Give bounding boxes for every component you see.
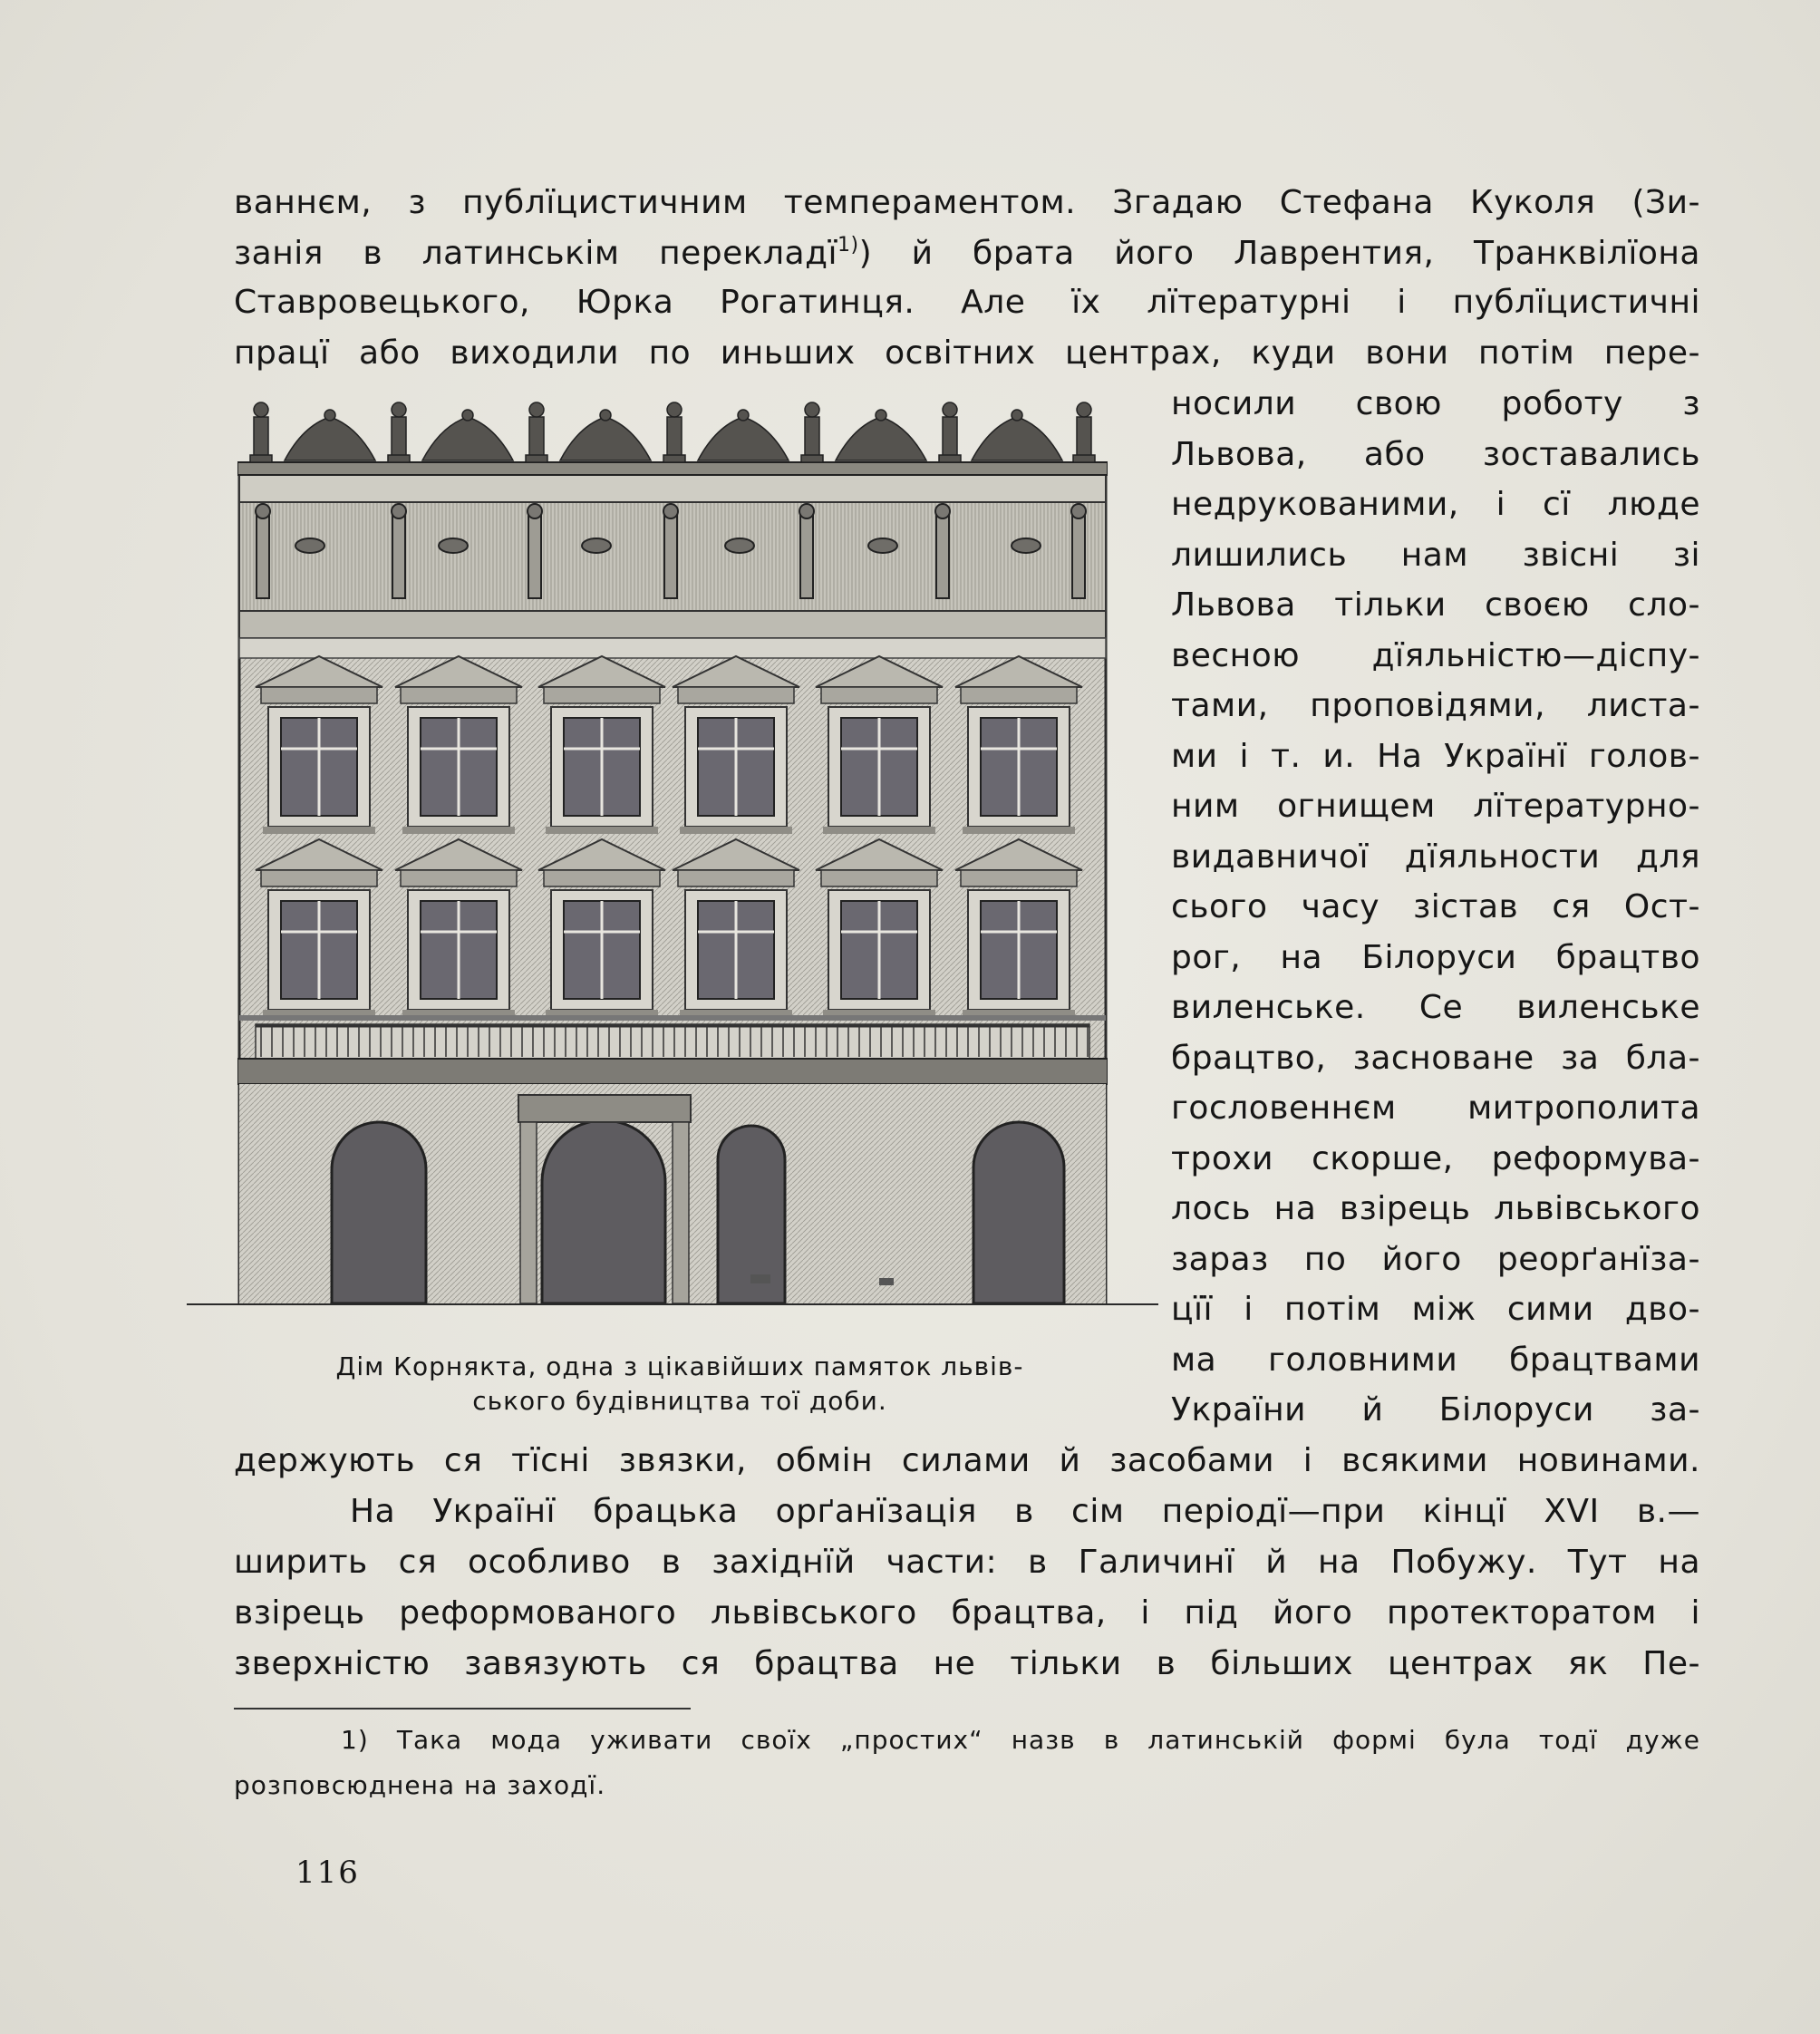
footnote-rule — [234, 1708, 691, 1710]
narrow-line-6: весною дїяльністю—діспу- — [1171, 637, 1700, 674]
body-line-2 — [234, 228, 1700, 279]
narrow-line-19: цїї і потім між сими дво- — [1171, 1291, 1700, 1328]
kornyakt-house-illustration — [237, 390, 1108, 1305]
body-line-1: ваннєм, з публїцистичним темпераментом. Згадаю Стефана Куколя (Зи- — [234, 184, 1700, 221]
narrow-line-8: ми і т. и. На Українї голов- — [1171, 738, 1700, 775]
footnote-ref-1: 1) — [837, 234, 859, 257]
narrow-line-1: носили свою роботу з — [1171, 385, 1700, 422]
body-line-4: працї або виходили по иньших освітних центрах, куди вони потім пере- — [234, 334, 1700, 372]
narrow-line-21: України й Білоруси за- — [1171, 1391, 1700, 1429]
footnote-marker: 1) — [341, 1725, 369, 1755]
narrow-line-14: брацтво, засноване за бла- — [1171, 1040, 1700, 1077]
footnote-text-1: Така мода уживати своїх „простих“ назв в латинській формі була тодї дуже — [368, 1725, 1700, 1755]
body-line-bottom-5: зверхністю завязують ся брацтва не тільки в більших центрах як Пе- — [234, 1645, 1700, 1682]
footnote-line-2: розповсюднена на заходї. — [234, 1770, 606, 1800]
narrow-line-7: тами, проповідями, листа- — [1171, 687, 1700, 724]
body-line-bottom-2: На Українї брацька орґанїзація в сім періодї—при кінцї XVI в.— — [350, 1493, 1700, 1530]
narrow-line-4: лишились нам звісні зі — [1171, 537, 1700, 574]
narrow-line-17: лось на взірець львівського — [1171, 1190, 1700, 1227]
body-line-3: Ставровецького, Юрка Рогатинця. Але їх лїтературні і публїцистичні — [234, 284, 1700, 321]
narrow-line-12: рог, на Білоруси брацтво — [1171, 939, 1700, 976]
page-number: 116 — [295, 1855, 360, 1891]
narrow-line-11: сього часу зістав ся Ост- — [1171, 888, 1700, 925]
body-line-bottom-1: держують ся тїсні звязки, обмін силами й засобами і всякими новинами. — [234, 1442, 1700, 1479]
narrow-line-18: зараз по його реорґанїза- — [1171, 1241, 1700, 1278]
narrow-line-3: недрукованими, і сї люде — [1171, 486, 1700, 523]
figure-caption-line-2: ського будівництва тої доби. — [472, 1386, 887, 1416]
body-line-2-tail: ) й брата його Лаврентия, Транквілїона — [858, 235, 1700, 272]
body-line-2-head: занія в латинськім перекладї — [234, 235, 837, 272]
body-line-bottom-3: ширить ся особливо в західнїй части: в Галичинї й на Побужу. Тут на — [234, 1544, 1700, 1581]
narrow-line-15: гословеннєм митрополита — [1171, 1090, 1700, 1127]
narrow-line-5: Львова тільки своєю сло- — [1171, 586, 1700, 624]
narrow-line-10: видавничої дїяльности для — [1171, 838, 1700, 876]
narrow-line-2: Львова, або зоставались — [1171, 436, 1700, 473]
figure-ground-line — [187, 1303, 1158, 1305]
figure-caption-line-1: Дім Корнякта, одна з цікавійших памяток львів- — [335, 1351, 1024, 1381]
narrow-line-13: виленське. Се виленське — [1171, 989, 1700, 1026]
narrow-line-16: трохи скорше, реформува- — [1171, 1140, 1700, 1177]
footnote-line-1 — [234, 1717, 1700, 1764]
body-line-bottom-4: взірець реформованого львівського брацтва, і під його протекторатом і — [234, 1594, 1700, 1632]
narrow-line-9: ним огнищем лїтературно- — [1171, 788, 1700, 825]
narrow-line-20: ма головними брацтвами — [1171, 1341, 1700, 1379]
